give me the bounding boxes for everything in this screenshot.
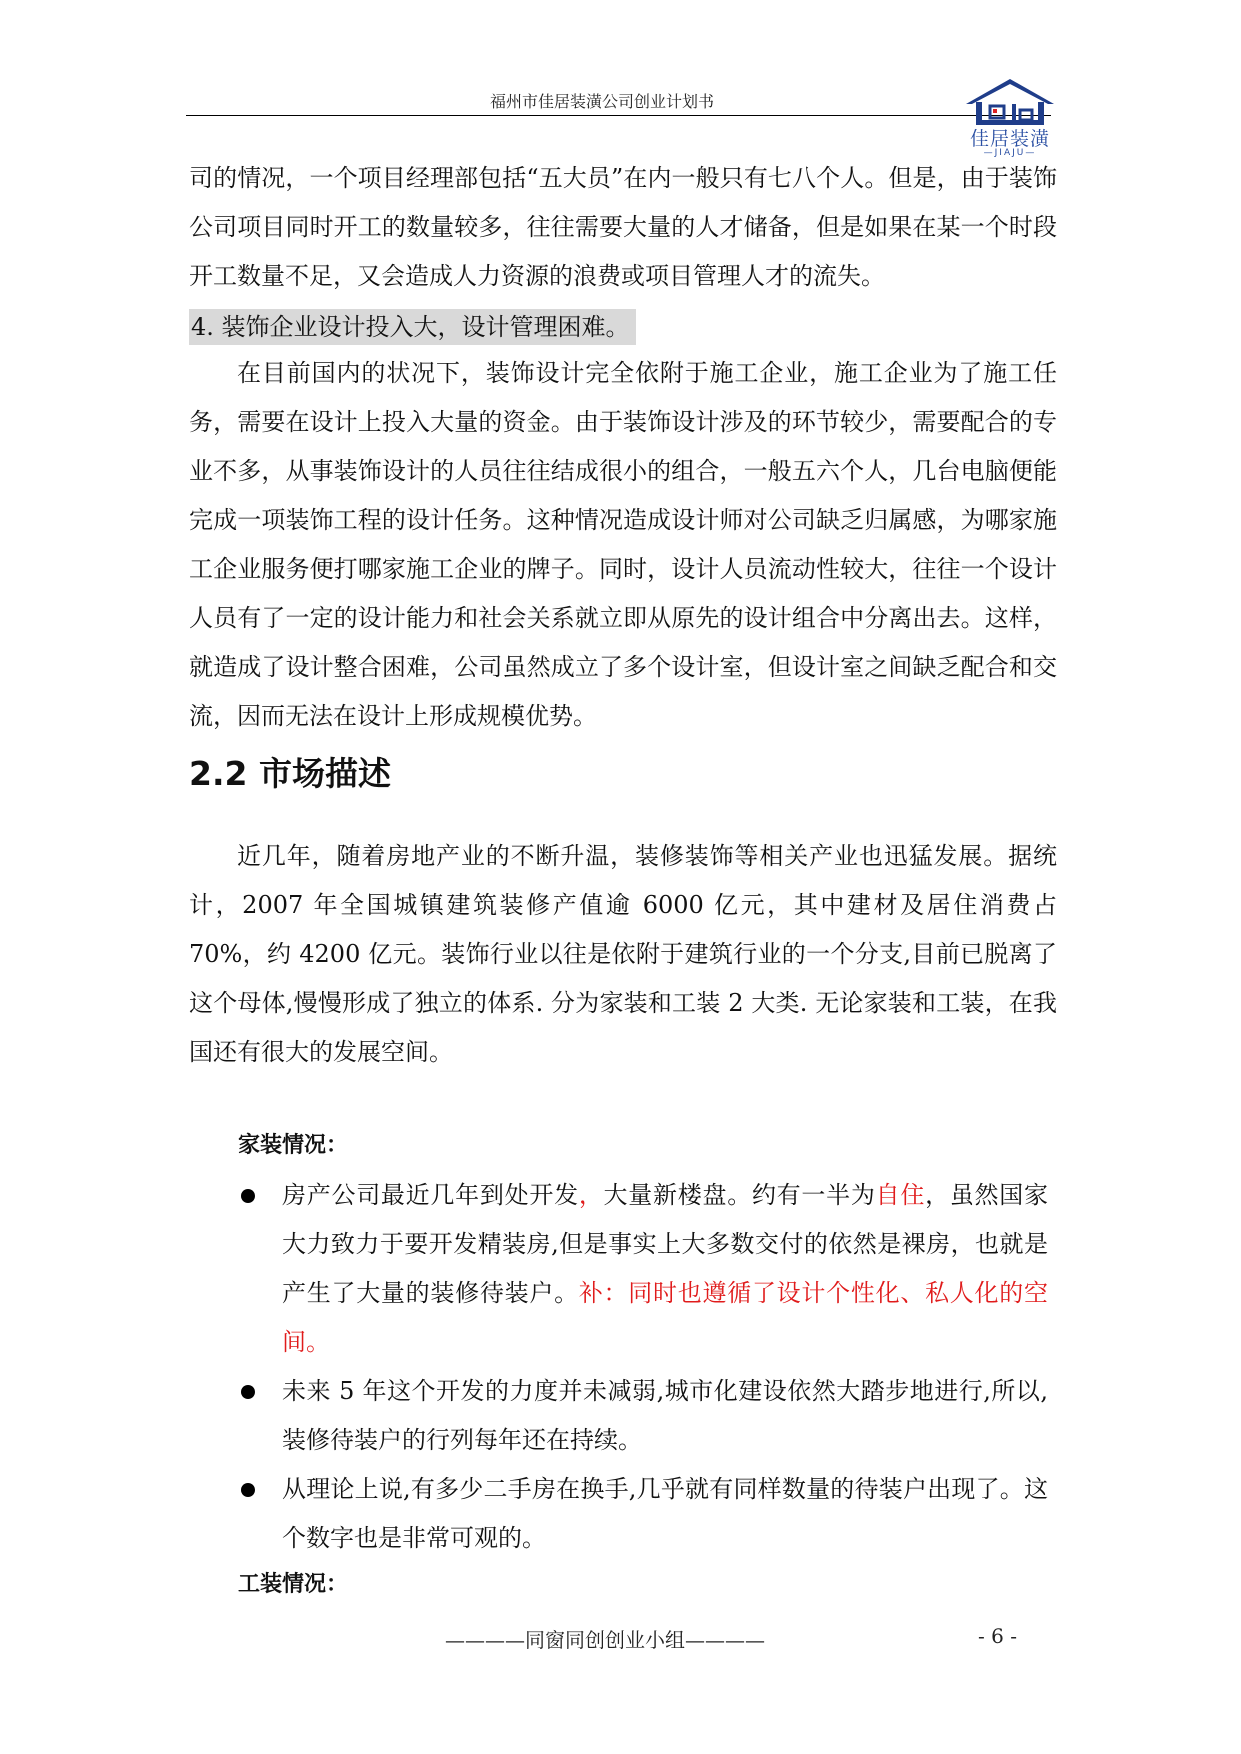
paragraph-text: 在目前国内的状况下，装饰设计完全依附于施工企业，施工企业为了施工任务，需要在设计上投入大量的资金。由于装饰设计涉及的环节较少，需要配合的专业不多，从事装饰设计的人员往往结成很小的组合，一般五六个人，几台电脑便能完成一项装饰工程的设计任务。这种情况造成设计师对公司缺乏归属感，为哪家施工企业服务便打哪家施工企业的牌子。同时，设计人员流动性较大，往往一个设计人员有了一定的设计能力和社会关系就立即从原先的设计组合中分离出去。这样，就造成了设计整合困难，公司虽然成立了多个设计室，但设计室之间缺乏配合和交流，因而无法在设计上形成规模优势。 (189, 359, 1057, 730)
bullet-text: 未来 5 年这个开发的力度并未减弱,城市化建设依然大踏步地进行,所以,装修待装户的行列每年还在持续。 (282, 1377, 1048, 1454)
bullet-text: ，虽然国家大力致力于要开发精装房,但是事实上大多数交付的依然是裸房，也就是产生了大量的装修待装户。 (282, 1181, 1049, 1307)
bullet-text: 从理论上说,有多少二手房在换手,几乎就有同样数量的待装户出现了。这个数字也是非常可观的。 (282, 1475, 1048, 1552)
paragraph-text: 近几年，随着房地产业的不断升温，装修装饰等相关产业也迅猛发展。据统计，2007 年全国城镇建筑装修产值逾 6000 亿元，其中建材及居住消费占 70%，约 4200 亿元。装饰行业以往是依附于建筑行业的一个分支,目前已脱离了这个母体,慢慢形成了独立的体系. 分为家装和工装 2 大类. 无论家装和工装，在我国还有很大的发展空间。 (189, 842, 1057, 1066)
numbered-heading (189, 303, 1057, 352)
bullet-text-red: 自住 (875, 1181, 926, 1209)
list-item (238, 1171, 1048, 1367)
bullet-icon (241, 1385, 255, 1399)
bullet-icon (241, 1483, 255, 1497)
page-number: - 6 - (978, 1624, 1017, 1648)
list-item (238, 1367, 1048, 1465)
highlighted-heading: 4. 装饰企业设计投入大，设计管理困难。 (189, 309, 636, 345)
list-item (238, 1465, 1048, 1563)
logo-subtext: —JIAJU— (983, 148, 1037, 158)
logo-text: 佳居装潢 (969, 128, 1050, 150)
bullet-text-red: ， (578, 1181, 604, 1209)
bullet-text-red: 补：同时也遵循了设计个性化、私人化的空间。 (282, 1279, 1049, 1356)
paragraph-market (189, 832, 1057, 1077)
bullet-text: 房产公司最近几年到处开发 (282, 1181, 579, 1209)
section-heading: 2.2 市场描述 (189, 754, 391, 793)
work-decoration-heading: 工装情况： (238, 1572, 349, 1597)
bullet-text: 大量新楼盘。约有一半为 (603, 1181, 876, 1209)
header-rule (186, 115, 1051, 116)
header-title: 福州市佳居装潢公司创业计划书 (490, 92, 715, 111)
bullet-icon (241, 1189, 255, 1203)
bullet-list (238, 1171, 1048, 1563)
footer-text: ————同窗同创创业小组———— (445, 1628, 765, 1652)
paragraph-continued (189, 154, 1057, 301)
paragraph-design (189, 349, 1057, 741)
home-decoration-heading: 家装情况： (238, 1133, 349, 1158)
paragraph-text: 司的情况，一个项目经理部包括“五大员”在内一般只有七八个人。但是，由于装饰公司项目同时开工的数量较多，往往需要大量的人才储备，但是如果在某一个时段开工数量不足，又会造成人力资源的浪费或项目管理人才的流失。 (189, 164, 1057, 290)
